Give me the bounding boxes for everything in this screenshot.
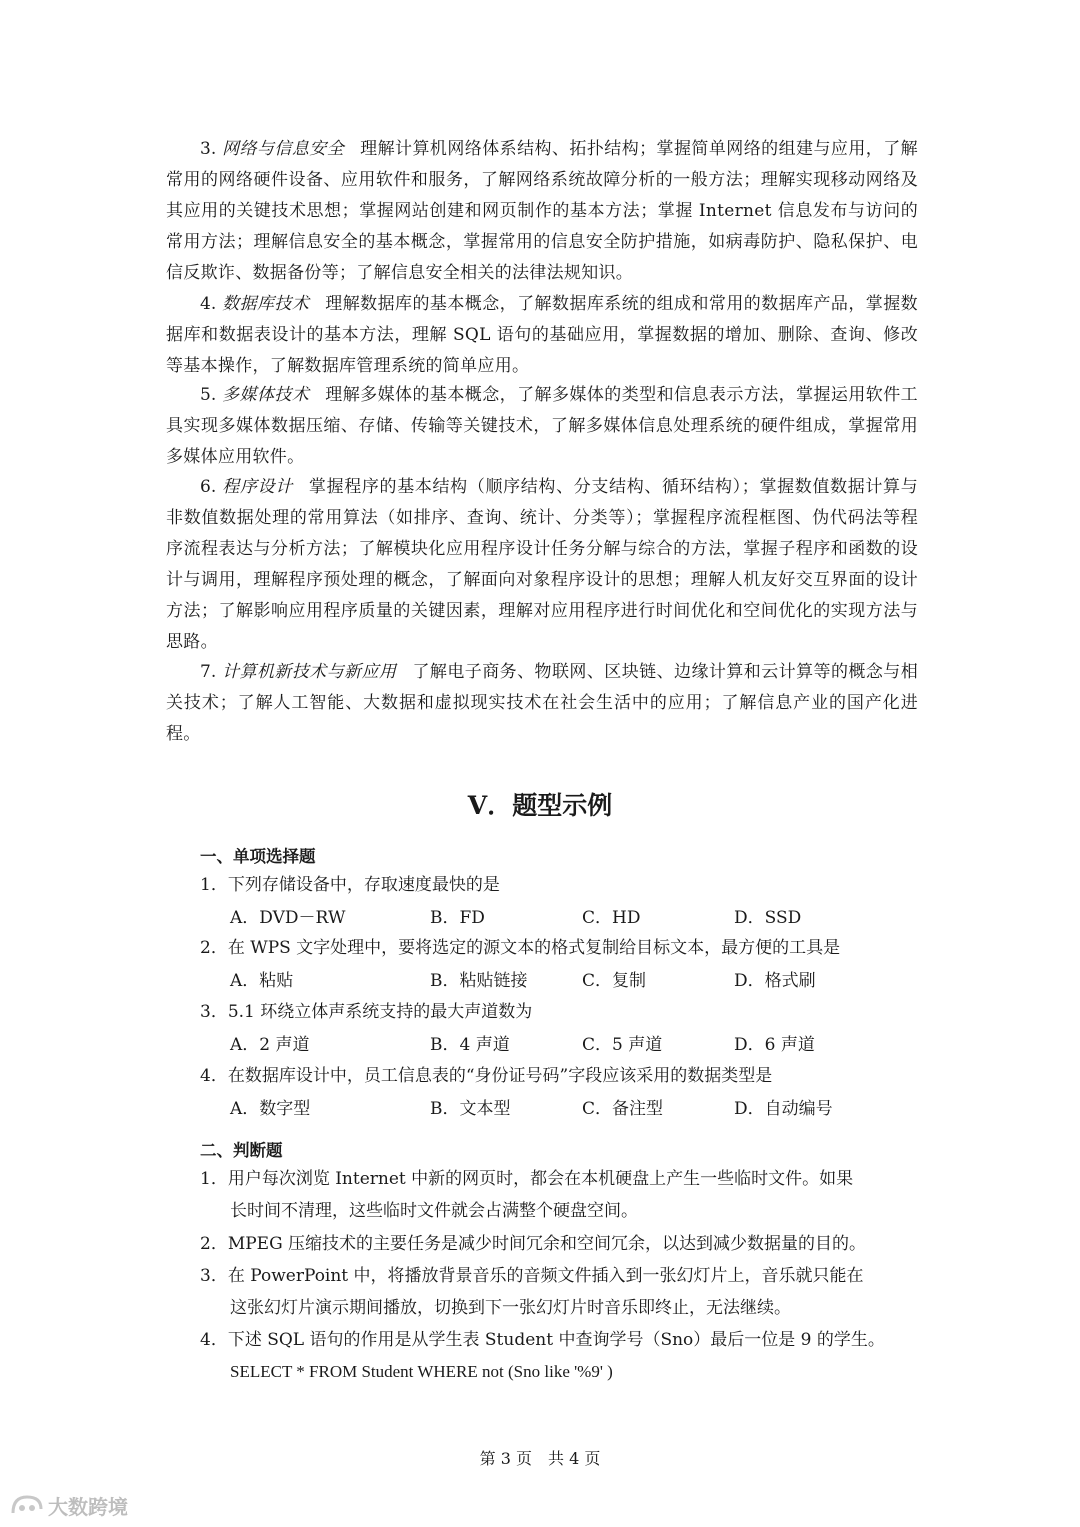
judge-item-line: 1．用户每次浏览 Internet 中新的网页时，都会在本机硬盘上产生一些临时文件。如果 [200,1169,854,1189]
item-topic: 计算机新技术与新应用 [222,662,397,682]
item-number: 5. [200,385,217,405]
item-text: 理解计算机网络体系结构、拓扑结构；掌握简单网络的组建与应用，了解常用的网络硬件设备、应用软件和服务，了解网络系统故障分析的一般方法；理解实现移动网络及其应用的关键技术思想；掌握网站创建和网页制作的基本方法；掌握 Internet 信息发布与访问的常用方法；理解信息安全的基本概念，掌握常用的信息安全防护措施，如病毒防护、隐私保护、电信反欺诈、数据备份等；了解信息安全相关的法律法规知识。 [166,139,918,283]
mcq-options-4 [230,1094,910,1125]
option-b: B．文本型 [430,1099,511,1119]
option-b: B．4 声道 [430,1035,510,1055]
judge-item-line: 2．MPEG 压缩技术的主要任务是减少时间冗余和空间冗余，以达到减少数据量的目的。 [200,1234,867,1254]
judge-item-2 [200,1229,920,1261]
watermark-icon [10,1491,44,1519]
item-number: 3. [200,139,217,159]
option-b: B．FD [430,908,485,928]
judge-item-3 [200,1261,920,1324]
page-footer: 第 3 页 共 4 页 [479,1449,601,1468]
mcq-question-1: 1．下列存储设备中，存取速度最快的是 [200,875,500,895]
item-text: 掌握程序的基本结构（顺序结构、分支结构、循环结构）；掌握数值数据计算与非数值数据处理的常用算法（如排序、查询、统计、分类等）；掌握程序流程框图、伪代码法等程序流程表达与分析方法；了解模块化应用程序设计任务分解与综合的方法，掌握子程序和函数的设计与调用，理解程序预处理的概念，了解面向对象程序设计的思想；理解人机友好交互界面的设计方法；了解影响应用程序质量的关键因素，理解对应用程序进行时间优化和空间优化的实现方法与思路。 [166,477,918,652]
option-d: D．自动编号 [734,1099,833,1119]
option-a: A．粘贴 [230,971,294,991]
syllabus-item-5 [166,380,918,473]
item-text: 理解多媒体的基本概念，了解多媒体的类型和信息表示方法，掌握运用软件工具实现多媒体数据压缩、存储、传输等关键技术，了解多媒体信息处理系统的硬件组成，掌握常用多媒体应用软件。 [166,385,918,467]
mcq-question-3: 3．5.1 环绕立体声系统支持的最大声道数为 [200,1002,533,1022]
item-text: 理解数据库的基本概念，了解数据库系统的组成和常用的数据库产品，掌握数据库和数据表设计的基本方法，理解 SQL 语句的基础应用，掌握数据的增加、删除、查询、修改等基本操作，了解数据库管理系统的简单应用。 [166,294,918,376]
judge-item-continuation: 这张幻灯片演示期间播放，切换到下一张幻灯片时音乐即终止，无法继续。 [230,1297,791,1318]
option-b: B．粘贴链接 [430,971,528,991]
watermark-logo [10,1488,150,1522]
option-a: A．2 声道 [230,1035,310,1055]
syllabus-item-3 [166,134,918,289]
syllabus-item-6 [166,472,918,658]
sql-statement: SELECT * FROM Student WHERE not (Sno like '%9' ) [230,1362,613,1381]
item-text: 了解电子商务、物联网、区块链、边缘计算和云计算等的概念与相关技术；了解人工智能、大数据和虚拟现实技术在社会生活中的应用；了解信息产业的国产化进程。 [166,662,918,744]
mcq-heading: 一、单项选择题 [200,847,316,866]
judge-item-line: 4．下述 SQL 语句的作用是从学生表 Student 中查询学号（Sno）最后一位是 9 的学生。 [200,1330,885,1350]
option-c: C．复制 [582,971,647,991]
section-title: V．题型示例 [467,791,613,820]
item-number: 7. [200,662,217,682]
option-c: C．备注型 [582,1099,664,1119]
item-topic: 多媒体技术 [222,385,310,405]
mcq-options-3 [230,1030,910,1061]
option-c: C．5 声道 [582,1035,663,1055]
mcq-question-4: 4．在数据库设计中，员工信息表的“身份证号码”字段应该采用的数据类型是 [200,1066,773,1086]
item-topic: 网络与信息安全 [222,139,345,159]
item-number: 6. [200,477,217,497]
option-a: A．数字型 [230,1099,311,1119]
option-a: A．DVD－RW [230,908,346,928]
option-d: D．SSD [734,908,802,928]
judge-item-1 [200,1164,920,1227]
judge-item-continuation: 长时间不清理，这些临时文件就会占满整个硬盘空间。 [230,1200,638,1221]
judge-item-line: 3．在 PowerPoint 中，将播放背景音乐的音频文件插入到一张幻灯片上，音乐就只能在 [200,1266,864,1286]
watermark-text: 大数跨境 [48,1494,128,1519]
option-d: D．格式刷 [734,971,816,991]
syllabus-item-7 [166,657,918,750]
item-topic: 数据库技术 [222,294,310,314]
item-topic: 程序设计 [222,477,293,497]
mcq-options-1 [230,903,910,934]
option-c: C．HD [582,908,641,928]
syllabus-item-4 [166,289,918,382]
judge-item-4 [200,1325,920,1357]
option-d: D．6 声道 [734,1035,815,1055]
judge-heading: 二、判断题 [200,1141,283,1160]
mcq-options-2 [230,966,910,997]
item-number: 4. [200,294,217,314]
mcq-question-2: 2．在 WPS 文字处理中，要将选定的源文本的格式复制给目标文本，最方便的工具是 [200,938,841,958]
